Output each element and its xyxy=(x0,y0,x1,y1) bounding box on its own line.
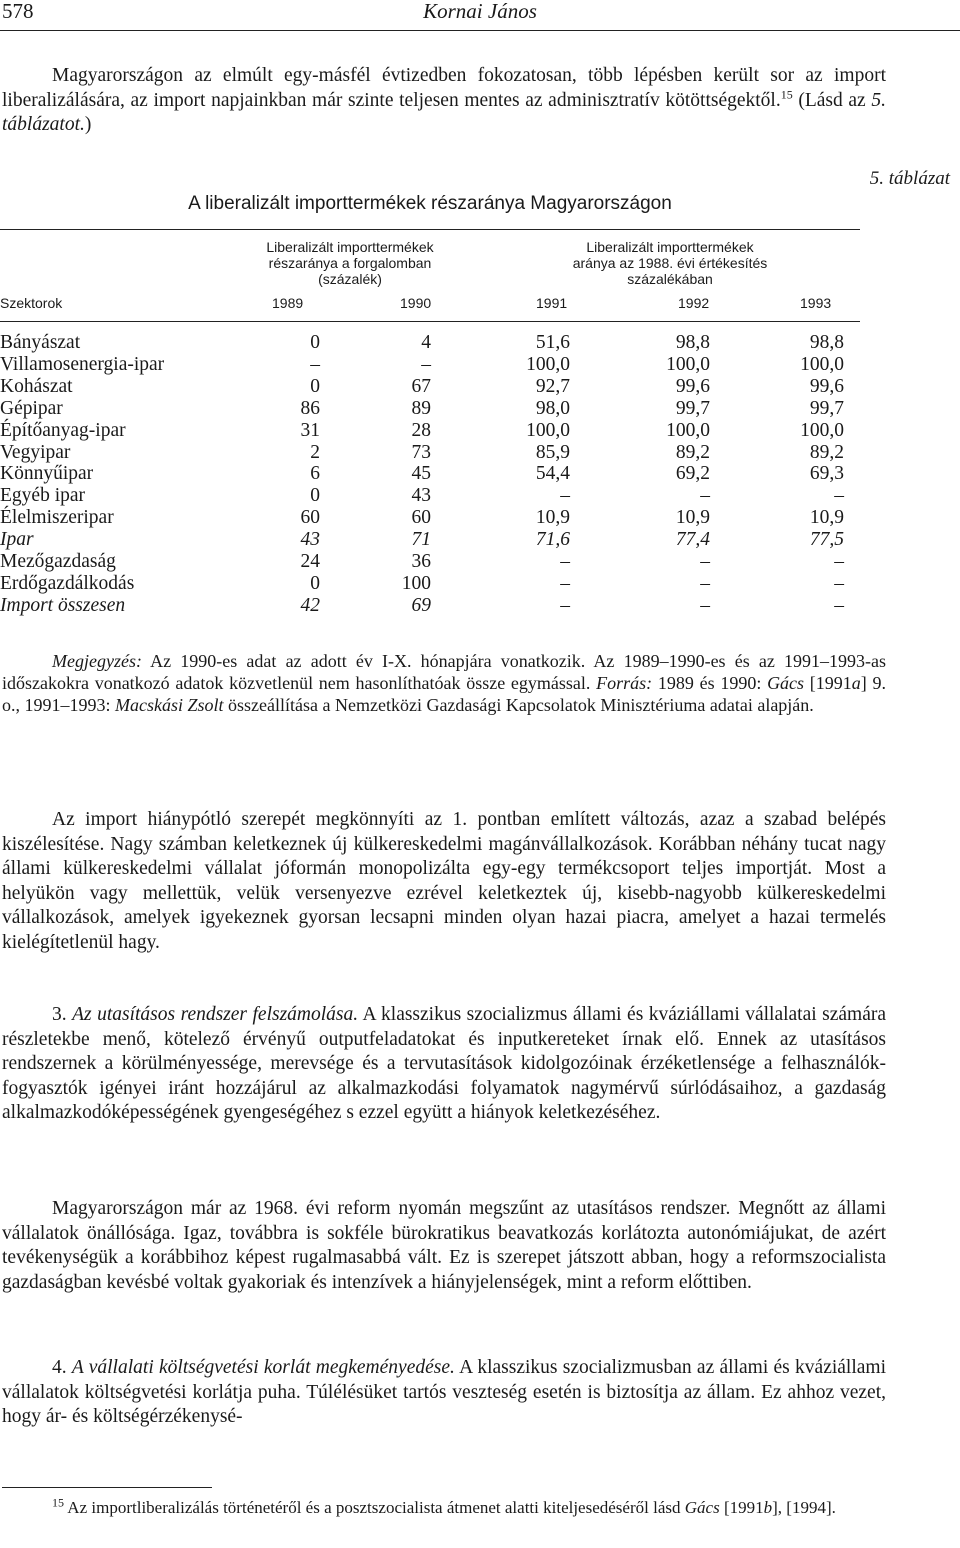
body-paragraph-1: Az import hiánypótló szerepét megkönnyíti az 1. pontban említett változás, azaz a szabad belépés kiszélesítése. Nagy számban keletkeznek új külkereskedelmi magánvállalkozások. Korábban néhány tucat nagy állami külkereskedelmi vállalat jóformán monopolizálta egy-egy termékcsoport teljes importját. Most a helyükön vagy mellettük, velük versenyezve ezrével keletkeztek új, kisebb-nagyobb külkereskedelmi vállalkozások, amelyek igyekeznek gyorsan lecsapni minden olyan hazai piacra, amelyet a hazai termelés kielégítetlenül hagy. xyxy=(2,809,886,953)
running-author: Kornai János xyxy=(423,0,537,23)
section-number-4: 4. xyxy=(52,1357,72,1378)
value-cell-1993: – xyxy=(834,594,844,616)
footnote-text-year: [1991 xyxy=(719,1498,764,1517)
intro-ref-table: 5. táblázatot. xyxy=(2,89,886,135)
value-cell-1993: 100,0 xyxy=(800,353,844,375)
footnote-ref: 15 xyxy=(780,87,793,101)
value-cell-1992: – xyxy=(700,485,710,507)
value-cell-1991: 100,0 xyxy=(526,419,570,441)
value-cell-1991: 85,9 xyxy=(535,441,570,463)
body-paragraph-2 xyxy=(2,1003,886,1126)
value-cell-1991: – xyxy=(560,551,570,572)
value-cell-1989: 24 xyxy=(300,551,320,572)
section-title-4: A vállalati költségvetési korlát megkeményedése. xyxy=(71,1357,455,1378)
value-cell-1990: 73 xyxy=(411,441,431,463)
value-cell-1990: – xyxy=(421,353,431,375)
note-text: Az 1990-es adat az adott év I-X. hónapjára vonatkozik. Az 1989–1990-es és az 1991–1993-as időszakokra vonatkozó adatok közvetlenül nem hasonlíthatóak össze egymással. xyxy=(2,651,886,693)
table-row xyxy=(0,507,960,529)
value-cell-1993: 10,9 xyxy=(809,507,844,529)
value-cell-1991: 98,0 xyxy=(535,397,570,419)
value-cell-1990: 43 xyxy=(411,485,431,507)
source-label: Forrás: xyxy=(596,673,653,693)
value-cell-1992: 100,0 xyxy=(666,419,710,441)
value-cell-1992: 69,2 xyxy=(675,463,710,485)
value-cell-1989: 42 xyxy=(300,594,320,616)
source-author-macskasi: Macskási Zsolt xyxy=(115,695,224,715)
page-number: 578 xyxy=(2,0,34,23)
source-text-end: összeállítása a Nemzetközi Gazdasági Kapcsolatok Minisztériuma adatai alapján. xyxy=(223,695,814,715)
footnote-year-suffix: b xyxy=(763,1498,773,1517)
value-cell-1990: 100 xyxy=(401,572,431,594)
value-cell-1989: 0 xyxy=(310,485,320,507)
body-paragraph-4 xyxy=(2,1356,886,1430)
value-cell-1991: – xyxy=(560,485,570,507)
table-row xyxy=(0,442,960,464)
source-text-pages: ] 9. o., 1991–1993: xyxy=(2,673,886,715)
value-cell-1990: 69 xyxy=(411,594,431,616)
value-cell-1990: 45 xyxy=(411,463,431,485)
column-header-1993: 1993 xyxy=(800,295,832,311)
value-cell-1989: 43 xyxy=(300,529,320,551)
value-cell-1989: 2 xyxy=(310,441,320,463)
table-row xyxy=(0,420,960,442)
section-title-3: Az utasításos rendszer felszámolása. xyxy=(72,1004,359,1025)
source-year-suffix: a xyxy=(851,673,861,693)
sector-cell: Egyéb ipar xyxy=(0,485,86,507)
group-right-line1: Liberalizált importtermékek xyxy=(586,239,754,255)
value-cell-1990: 89 xyxy=(411,397,431,419)
footnote-number: 15 xyxy=(52,1495,64,1510)
value-cell-1992: 100,0 xyxy=(666,353,710,375)
value-cell-1992: 10,9 xyxy=(675,507,710,529)
value-cell-1990: 60 xyxy=(411,507,431,529)
column-header-1990: 1990 xyxy=(400,295,432,311)
column-group-share xyxy=(230,239,470,287)
source-author-gacs: Gács xyxy=(767,673,805,693)
value-cell-1992: 99,6 xyxy=(675,375,710,397)
section-number-3: 3. xyxy=(52,1004,73,1025)
value-cell-1993: – xyxy=(834,551,844,572)
value-cell-1992: 98,8 xyxy=(675,332,710,353)
value-cell-1991: 92,7 xyxy=(535,375,570,397)
source-text-year: [1991 xyxy=(804,673,852,693)
value-cell-1991: 54,4 xyxy=(535,463,570,485)
group-right-line2: aránya az 1988. évi értékesítés xyxy=(572,255,768,271)
value-cell-1993: 99,6 xyxy=(809,375,844,397)
table-row xyxy=(0,376,960,398)
value-cell-1989: – xyxy=(310,353,320,375)
footnote-author: Gács xyxy=(684,1498,720,1517)
table-row xyxy=(0,332,960,354)
value-cell-1991: 51,6 xyxy=(535,332,570,353)
value-cell-1993: 99,7 xyxy=(809,397,844,419)
column-group-sales xyxy=(520,239,820,287)
value-cell-1992: – xyxy=(700,572,710,594)
sector-cell: Mezőgazdaság xyxy=(0,551,116,572)
intro-text: Magyarországon az elmúlt egy-másfél évtizedben fokozatosan, több lépésben került sor az import liberalizálására, az import napjainkban már szinte teljesen mentes az adminisztratív kötöttségektől. xyxy=(2,65,886,111)
sector-cell: Építőanyag-ipar xyxy=(0,419,126,441)
sector-cell: Ipar xyxy=(0,529,34,551)
note-label: Megjegyzés: xyxy=(52,651,142,671)
footnote-15 xyxy=(2,1497,886,1519)
footnote-text-end: ], [1994]. xyxy=(772,1498,836,1517)
column-header-1989: 1989 xyxy=(272,295,304,311)
section-text-4: A klasszikus szocializmusban az állami és kváziállami vállalatok költségvetési korlátja puha. Túlélésüket tartós veszteség esetén is biztosítja az állam. Ez ahhoz vezet, hogy ár- és költségérzékenysé- xyxy=(2,1357,886,1427)
value-cell-1990: 36 xyxy=(411,551,431,572)
table-row xyxy=(0,398,960,420)
value-cell-1991: 100,0 xyxy=(526,353,570,375)
column-header-1991: 1991 xyxy=(536,295,568,311)
table-row xyxy=(0,529,960,551)
value-cell-1991: – xyxy=(560,572,570,594)
footnote-rule xyxy=(2,1487,212,1488)
value-cell-1989: 86 xyxy=(300,397,320,419)
value-cell-1989: 31 xyxy=(300,419,320,441)
running-header xyxy=(0,0,960,30)
value-cell-1993: – xyxy=(834,485,844,507)
sector-cell: Könnyűipar xyxy=(0,463,94,485)
value-cell-1993: 89,2 xyxy=(809,441,844,463)
sector-cell: Élelmiszeripar xyxy=(0,507,114,529)
source-text: 1989 és 1990: xyxy=(652,673,768,693)
value-cell-1992: 77,4 xyxy=(675,529,710,551)
value-cell-1993: 100,0 xyxy=(800,419,844,441)
value-cell-1990: 67 xyxy=(411,375,431,397)
sector-cell: Import összesen xyxy=(0,594,126,616)
body-paragraph-3: Magyarországon már az 1968. évi reform nyomán megszűnt az utasításos rendszer. Megnőtt az állami vállalatok önállósága. Igaz, továbbra is sokféle bürokratikus beavatkozás korlátozta autonómiájukat, de azért tevékenységük a korábbihoz képest rugalmasabbá vált. Ez is szerepet játszott abban, hogy a reformszocialista gazdaságban kevésbé voltak gyakoriak és intenzívek a hiányjelenségek, mint a reform előttiben. xyxy=(2,1198,886,1293)
value-cell-1991: 10,9 xyxy=(535,507,570,529)
value-cell-1989: 6 xyxy=(310,463,320,485)
table-row xyxy=(0,354,960,376)
value-cell-1992: – xyxy=(700,594,710,616)
table-row xyxy=(0,551,960,573)
group-right-line3: százalékában xyxy=(627,271,713,287)
header-rule xyxy=(0,30,960,31)
sector-cell: Villamosenergia-ipar xyxy=(0,353,165,375)
sector-cell: Vegyipar xyxy=(0,441,71,463)
sector-cell: Erdőgazdálkodás xyxy=(0,572,135,594)
table-row xyxy=(0,485,960,507)
group-left-line2: részaránya a forgalomban xyxy=(268,255,432,271)
value-cell-1992: 99,7 xyxy=(675,397,710,419)
value-cell-1990: 28 xyxy=(411,419,431,441)
sector-cell: Bányászat xyxy=(0,332,81,353)
table-rule-header xyxy=(0,321,860,322)
table-row xyxy=(0,463,960,485)
group-left-line1: Liberalizált importtermékek xyxy=(266,239,434,255)
value-cell-1993: 98,8 xyxy=(809,332,844,353)
column-header-1992: 1992 xyxy=(678,295,710,311)
value-cell-1992: – xyxy=(700,551,710,572)
intro-paragraph xyxy=(2,64,886,138)
table-title: A liberalizált importtermékek részaránya Magyarországon xyxy=(188,193,672,214)
column-header-sector: Szektorok xyxy=(0,295,63,311)
table-note xyxy=(2,650,886,716)
value-cell-1991: 71,6 xyxy=(535,529,570,551)
value-cell-1992: 89,2 xyxy=(675,441,710,463)
value-cell-1990: 71 xyxy=(411,529,431,551)
value-cell-1993: – xyxy=(834,572,844,594)
value-cell-1990: 4 xyxy=(421,332,431,353)
section-text-3: A klasszikus szocializmus állami és kváziállami vállalatai számára részletekbe menő, kötelező érvényű outputfeladatokat és inputkereteket írnak elő. Ennek az utasításos rendszernek a körülményessége, merevsége és a tervutasítások kidolgozóinak érzéketlensége a felhasználók-fogyasztók igényei iránt hozzájárul az alkalmazkodási folyamatok nagymérvű súrlódásaihoz, a gazdaság alkalmazkodóképességének gyengeségéhez s ezzel együtt a hiányok keletkezéséhez. xyxy=(2,1004,887,1123)
intro-ref-suffix: ) xyxy=(84,114,92,135)
table-row xyxy=(0,573,960,595)
intro-ref-prefix: (Lásd az xyxy=(792,89,872,111)
value-cell-1993: 77,5 xyxy=(809,529,844,551)
table-number: 5. táblázat xyxy=(869,168,950,189)
value-cell-1989: 60 xyxy=(300,507,320,529)
value-cell-1989: 0 xyxy=(310,332,320,353)
group-left-line3: (százalék) xyxy=(318,271,382,287)
footnote-text: Az importliberalizálás történetéről és a posztszocialista átmenet alatti kiteljesedéséről lásd xyxy=(64,1498,685,1517)
value-cell-1989: 0 xyxy=(310,572,320,594)
sector-cell: Gépipar xyxy=(0,397,63,419)
table-rule-top xyxy=(0,229,860,230)
value-cell-1989: 0 xyxy=(310,375,320,397)
value-cell-1991: – xyxy=(560,594,570,616)
value-cell-1993: 69,3 xyxy=(809,463,844,485)
table-row xyxy=(0,595,960,617)
sector-cell: Kohászat xyxy=(0,375,73,397)
